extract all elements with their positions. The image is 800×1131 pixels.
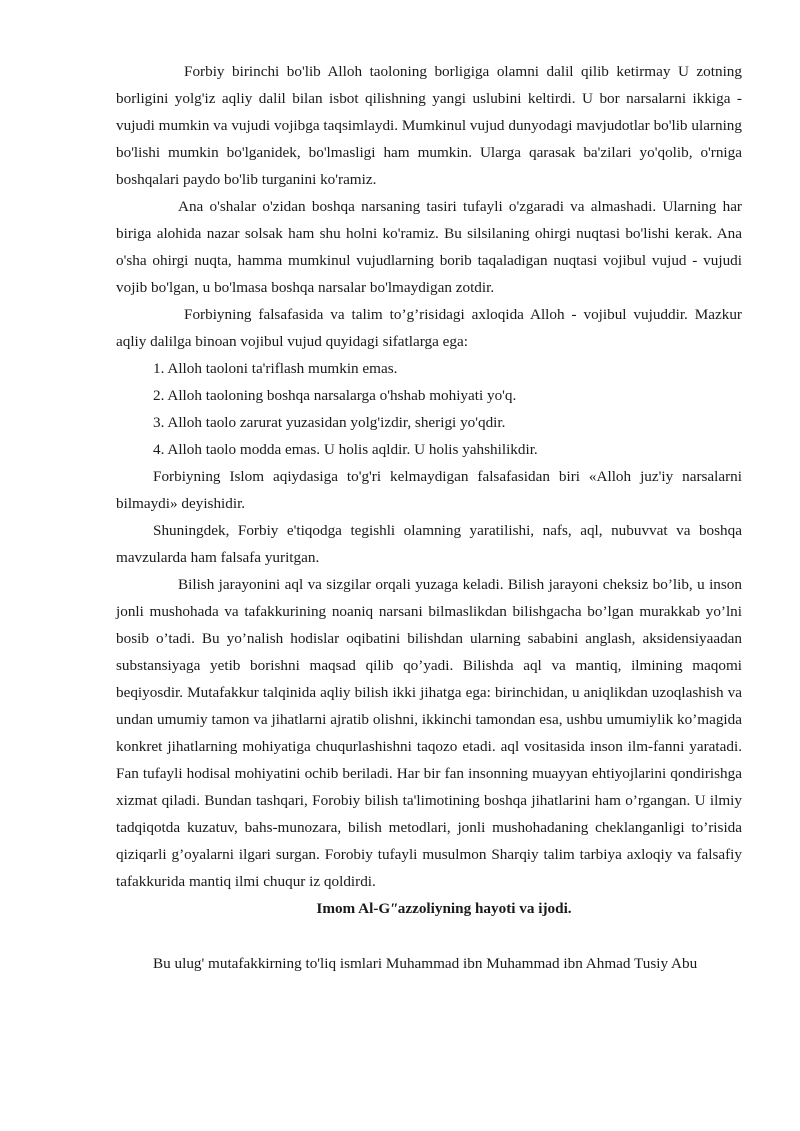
list-item: 3. Alloh taolo zarurat yuzasidan yolg'izdir, sherigi yo'qdir.	[153, 414, 506, 431]
paragraph-5: Shuningdek, Forbiy e'tiqodga tegishli olamning yaratilishi, nafs, aql, nubuvvat va boshqa mavzularda ham falsafa yuritgan.	[116, 522, 742, 566]
list-item: 2. Alloh taoloning boshqa narsalarga o'hshab mohiyati yo'q.	[153, 387, 517, 404]
attributes-list	[116, 355, 742, 463]
paragraph-4: Forbiyning Islom aqiydasiga to'g'ri kelmaydigan falsafasidan biri «Alloh juz'iy narsalarni bilmaydi» deyishidir.	[116, 468, 742, 512]
paragraph-1: Forbiy birinchi bo'lib Alloh taoloning borligiga olamni dalil qilib ketirmay U zotning borligini yolg'iz aqliy dalil bilan isbot qilishning yangi uslubini keltirdi. U bor narsalarni ikkiga - vujudi mumkin va vujudi vojibga taqsimlaydi. Mumkinul vujud dunyodagi mavjudotlar bo'lib ularning bo'lishi mumkin bo'lganidek, bo'lmasligi ham mumkin. Ularga qarasak ba'zilari yo'qolib, o'rniga boshqalari paydo bo'lib turganini ko'ramiz.	[116, 63, 742, 188]
list-item: 1. Alloh taoloni ta'riflash mumkin emas.	[153, 360, 398, 377]
paragraph-2: Ana o'shalar o'zidan boshqa narsaning tasiri tufayli o'zgaradi va almashadi. Ularning har biriga alohida nazar solsak ham shu holni ko'ramiz. Bu silsilaning ohirgi nuqtasi bo'lishi kerak. Ana o'sha ohirgi nuqta, hamma mumkinul vujudlarning borib taqaladigan nuqtasi vojibul vujud - vujudi vojib bo'lgan, u bo'lmasa boshqa narsalar bo'lmaydigan zotdir.	[116, 198, 742, 296]
paragraph-6: Bilish jarayonini aql va sizgilar orqali yuzaga keladi. Bilish jarayoni cheksiz bo’lib, u inson jonli mushohada va tafakkurining noaniq narsani bilmaslikdan bilishgacha bo’lgan murakkab yo’lni bosib o’tadi. Bu yo’nalish hodislar oqibatini bilishdan ularning sababini anglash, aksidensiyaadan substansiyaga yetib borishni maqsad qilib qo’yadi. Bilishda aql va mantiq, ilmining maqomi beqiyosdir. Mutafakkur talqinida aqliy bilish ikki jihatga ega: birinchidan, u aniqlikdan uzoqlashish va undan umumiy tamon va jihatlarni ajratib olishni, ikkinchi tamondan esa, ushbu umumiylik ko’magida konkret jihatlarning mohiyatiga chuqurlashishni taqozo etadi. aql vositasida inson ilm-fanni yaratadi. Fan tufayli hodisal mohiyatini ochib beriladi. Har bir fan insonning muayyan ehtiyojlarini qondirishga xizmat qiladi. Bundan tashqari, Forobiy bilish ta'limotining boshqa jihatlarini ham o’rgangan. U ilmiy tadqiqotda kuzatuv, bahs-munozara, bilish metodlari, jonli mushohadaning cheklanganligi to’risida qiziqarli g’oyalarni ilgari surgan. Forobiy tufayli musulmon Sharqiy talim tarbiya axloqiy va falsafiy tafakkurida mantiq ilmi chuqur iz qoldirdi.	[116, 576, 742, 890]
paragraph-3: Forbiyning falsafasida va talim to’g’risidagi axloqida Alloh - vojibul vujuddir. Mazkur aqliy dalilga binoan vojibul vujud quyidagi sifatlarga ega:	[116, 306, 742, 350]
spacer	[116, 922, 742, 950]
document-page	[116, 58, 742, 977]
list-item: 4. Alloh taolo modda emas. U holis aqldir. U holis yahshilikdir.	[153, 441, 538, 458]
paragraph-7: Bu ulug' mutafakkirning to'liq ismlari Muhammad ibn Muhammad ibn Ahmad Tusiy Abu	[153, 955, 698, 972]
section-heading: Imom Al-Gʺazzoliyning hayoti va ijodi.	[316, 900, 572, 917]
